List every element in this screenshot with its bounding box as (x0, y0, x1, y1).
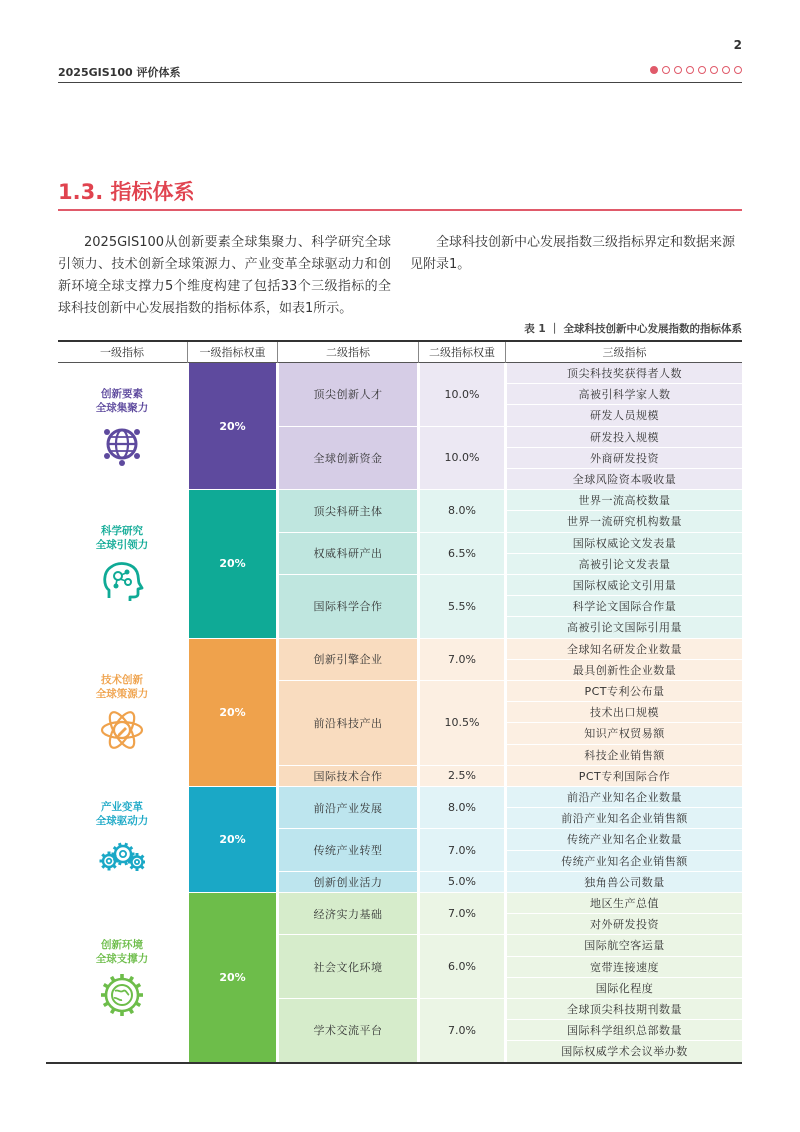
header-divider (187, 342, 188, 363)
level3-indicator: 国际权威论文引用量 (507, 575, 742, 595)
level1-name-line1: 技术创新 (101, 673, 143, 686)
level3-indicator: 全球顶尖科技期刊数量 (507, 999, 742, 1019)
running-title: 2025GIS100 评价体系 (58, 66, 181, 79)
level1-name-line2: 全球引领力 (95, 539, 149, 552)
page-progress-dots (650, 66, 742, 74)
header-level2: 二级指标 (326, 346, 370, 359)
level2-weight: 7.0% (420, 999, 504, 1062)
level1-name (96, 938, 149, 966)
level3-indicator: 前沿产业知名企业销售额 (507, 808, 742, 828)
page-dot (686, 66, 694, 74)
level2-weight: 8.0% (420, 490, 504, 531)
level1-indicator (58, 787, 186, 893)
level3-indicator: 全球知名研发企业数量 (507, 639, 742, 659)
level3-indicator: 技术出口规模 (507, 702, 742, 722)
globe-network-icon (99, 421, 145, 467)
level2-weight: 7.0% (420, 893, 504, 934)
level1-name-line2: 全球驱动力 (95, 815, 149, 827)
level3-indicator: 高被引论文国际引用量 (507, 617, 742, 637)
level3-indicator: 科技企业销售额 (507, 745, 742, 765)
level1-indicator (58, 363, 186, 490)
level3-indicator: 国际科学组织总部数量 (507, 1020, 742, 1040)
level3-indicator: 世界一流高校数量 (507, 490, 742, 510)
level3-indicator: 宽带连接速度 (507, 957, 742, 977)
level2-weight: 2.5% (420, 766, 504, 786)
level2-weight: 10.0% (420, 427, 504, 490)
level1-name (96, 800, 149, 828)
level3-indicator: 研发人员规模 (507, 405, 742, 425)
level1-name (96, 524, 149, 552)
level2-indicator: 全球创新资金 (279, 427, 417, 490)
level1-weight: 20% (189, 787, 276, 892)
page-dot (662, 66, 670, 74)
level2-indicator: 国际科学合作 (279, 575, 417, 638)
level3-indicator: 知识产权贸易额 (507, 723, 742, 743)
level3-indicator: 顶尖科技奖获得者人数 (507, 363, 742, 383)
level3-indicator: 传统产业知名企业数量 (507, 829, 742, 849)
header-level1-weight: 一级指标权重 (199, 346, 266, 359)
page-dot-active (650, 66, 658, 74)
level2-weight: 7.0% (420, 829, 504, 870)
page-number: 2 (733, 38, 742, 52)
level3-indicator: 世界一流研究机构数量 (507, 511, 742, 531)
level2-indicator: 顶尖创新人才 (279, 363, 417, 426)
level1-weight: 20% (189, 893, 276, 1062)
level2-indicator: 传统产业转型 (279, 829, 417, 870)
level2-indicator: 学术交流平台 (279, 999, 417, 1062)
level1-name-line2: 全球集聚力 (95, 401, 149, 414)
level1-weight: 20% (189, 490, 276, 637)
level2-indicator: 前沿产业发展 (279, 787, 417, 828)
page-dot (722, 66, 730, 74)
page-dot (734, 66, 742, 74)
level2-weight: 8.0% (420, 787, 504, 828)
level3-indicator: 前沿产业知名企业数量 (507, 787, 742, 807)
level1-name-line2: 全球支撑力 (95, 952, 149, 965)
level3-indicator: 高被引论文发表量 (507, 554, 742, 574)
level3-indicator: PCT专利公布量 (507, 681, 742, 701)
table-header-row (58, 342, 742, 363)
header-divider (418, 342, 419, 363)
level1-indicator (58, 490, 186, 638)
level3-indicator: 国际权威论文发表量 (507, 533, 742, 553)
level3-indicator: 最具创新性企业数量 (507, 660, 742, 680)
level2-indicator: 创新创业活力 (279, 872, 417, 892)
level3-indicator: 传统产业知名企业销售额 (507, 851, 742, 871)
level2-indicator: 顶尖科研主体 (279, 490, 417, 531)
level1-name-line1: 创新环境 (101, 938, 143, 951)
header-level1: 一级指标 (100, 346, 144, 359)
header-rule (58, 82, 742, 83)
header-level3: 三级指标 (602, 346, 647, 359)
level1-name-line2: 全球策源力 (95, 687, 149, 700)
level3-indicator: 国际权威学术会议举办数 (507, 1041, 742, 1061)
section-title: 1.3. 指标体系 (58, 180, 195, 204)
level2-weight: 5.0% (420, 872, 504, 892)
level2-indicator: 创新引擎企业 (279, 639, 417, 680)
level3-indicator: 对外研发投资 (507, 914, 742, 934)
level1-name-line1: 科学研究 (101, 525, 143, 538)
level3-indicator: 高被引科学家人数 (507, 384, 742, 404)
level3-indicator: 地区生产总值 (507, 893, 742, 913)
gears-icon (99, 834, 145, 880)
level3-indicator: 科学论文国际合作量 (507, 596, 742, 616)
level3-indicator: 国际化程度 (507, 978, 742, 998)
level1-weight: 20% (189, 363, 276, 489)
level1-indicator (58, 639, 186, 787)
table-caption: 表 1 ｜ 全球科技创新中心发展指数的指标体系 (524, 323, 742, 335)
header-divider (505, 342, 506, 363)
level3-indicator: 全球风险资本吸收量 (507, 469, 742, 489)
level2-weight: 7.0% (420, 639, 504, 680)
atom-pencil-icon (99, 707, 145, 753)
level1-name-line1: 创新要素 (101, 387, 143, 400)
level2-indicator: 经济实力基础 (279, 893, 417, 934)
level3-indicator: 独角兽公司数量 (507, 872, 742, 892)
intro-paragraph: 2025GIS100从创新要素全球集聚力、科学研究全球引领力、技术创新全球策源力、产业变革全球驱动力和创新环境全球支撑力5个维度构建了包括33个三级指标的全球科技创新中心发展指数的指标体系，如表1所示。 (58, 235, 391, 316)
page-dot (698, 66, 706, 74)
indicator-table (58, 340, 742, 1064)
level2-weight: 6.0% (420, 935, 504, 998)
level3-indicator: 国际航空客运量 (507, 935, 742, 955)
level2-weight: 6.5% (420, 533, 504, 574)
level2-indicator: 社会文化环境 (279, 935, 417, 998)
header-level2-weight: 二级指标权重 (429, 346, 495, 359)
level3-indicator: 外商研发投资 (507, 448, 742, 468)
level2-indicator: 权威科研产出 (279, 533, 417, 574)
level2-indicator: 国际技术合作 (279, 766, 417, 786)
head-brain-icon (99, 558, 145, 604)
page-dot (674, 66, 682, 74)
level1-indicator (58, 893, 186, 1063)
section-rule (58, 209, 742, 211)
level2-weight: 5.5% (420, 575, 504, 638)
level2-weight: 10.0% (420, 363, 504, 426)
level3-indicator: 研发投入规模 (507, 427, 742, 447)
level2-indicator: 前沿科技产出 (279, 681, 417, 765)
appendix-note-paragraph: 全球科技创新中心发展指数三级指标界定和数据来源见附录1。 (410, 235, 736, 272)
header-divider (277, 342, 278, 363)
level1-name (96, 673, 149, 701)
level3-indicator: PCT专利国际合作 (507, 766, 742, 786)
page-dot (710, 66, 718, 74)
level2-weight: 10.5% (420, 681, 504, 765)
level1-weight: 20% (189, 639, 276, 786)
gear-globe-icon (99, 972, 145, 1018)
level1-name (96, 387, 149, 415)
level1-name-line1: 产业变革 (101, 801, 143, 813)
